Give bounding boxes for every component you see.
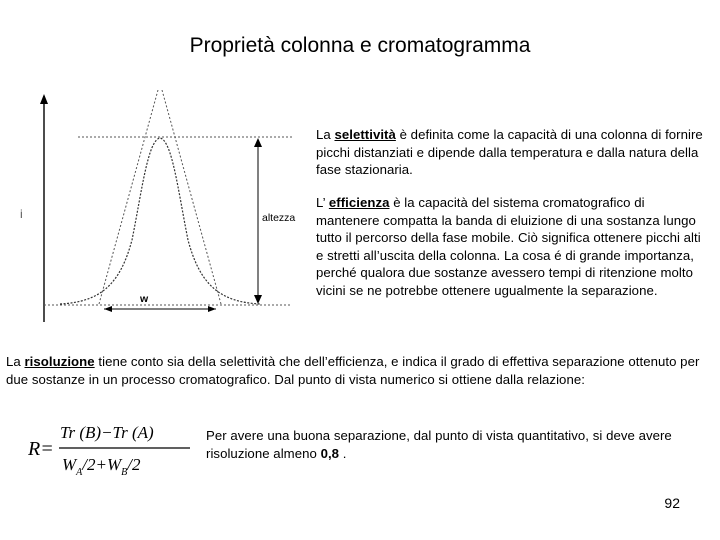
risoluzione-term: risoluzione	[24, 354, 95, 369]
peak-diagram	[10, 90, 300, 330]
selettivita-term: selettività	[334, 127, 396, 142]
den-end: /2	[127, 455, 141, 474]
page-number: 92	[664, 495, 680, 511]
peak-figure	[10, 90, 300, 330]
slide-title: Proprietà colonna e cromatogramma	[189, 34, 531, 57]
height-arrow-top-head	[254, 138, 262, 147]
den-w1: W	[62, 455, 77, 474]
efficienza-prefix: L’	[316, 195, 329, 210]
height-label: altezza	[262, 212, 296, 224]
width-label: w	[140, 293, 149, 305]
den-sub1: A	[76, 467, 83, 478]
tangent-right	[162, 90, 221, 304]
resolution-formula	[28, 415, 198, 485]
efficienza-term: efficienza	[328, 195, 390, 210]
efficienza-paragraph	[316, 194, 708, 300]
formula-svg	[28, 415, 198, 485]
gaussian-peak	[60, 138, 260, 304]
efficienza-text: è la capacità del sistema cromatografico di mantenere compatta la banda di eluizione di una sostanza lungo tutto il percorso della fase mobile. Ciò significa ottenere picchi alti e stretti all’uscita della colonna. La cosa é di grande importanza,	[316, 195, 701, 263]
width-arrow-left-head	[104, 306, 112, 312]
den-mid: /2+W	[82, 455, 122, 474]
note-text: Per avere una buona separazione, dal punto di vista quantitativo, si deve avere risoluzione almeno	[206, 428, 672, 461]
width-arrow-right-head	[208, 306, 216, 312]
selettivita-paragraph	[316, 126, 708, 179]
selettivita-text: è definita come la capacità di una colonna di fornire picchi distanziati e dipende dalla temperatura e dalla natura della fase stazionaria.	[316, 127, 703, 178]
y-axis-arrow	[40, 94, 48, 104]
tangent-left	[99, 90, 158, 304]
note-value: 0,8	[320, 445, 340, 461]
formula-numerator: Tr (B)−Tr (A)	[60, 423, 154, 442]
selettivita-prefix: La	[316, 127, 335, 142]
formula-denominator	[62, 455, 141, 478]
den-sub2: B	[121, 467, 128, 478]
efficienza-text-2: perché qualora due sostanze avessero tempi di ritenzione molto vicini se ne potrebbe ottenere ugualmente la separazione.	[316, 265, 693, 298]
risoluzione-paragraph	[6, 353, 720, 388]
risoluzione-text: tiene conto sia della selettività che dell’efficienza, e indica il grado di effettiva separazione ottenuto per due sostanze in un processo cromatografico. Dal punto di vista numerico si ottiene dalla relazione:	[6, 354, 700, 387]
separation-note	[206, 427, 710, 462]
note-suffix: .	[339, 445, 347, 461]
risoluzione-prefix: La	[6, 354, 25, 369]
height-arrow-bottom-head	[254, 295, 262, 304]
stray-mark: i	[20, 207, 23, 221]
formula-lhs: R=	[28, 438, 54, 460]
